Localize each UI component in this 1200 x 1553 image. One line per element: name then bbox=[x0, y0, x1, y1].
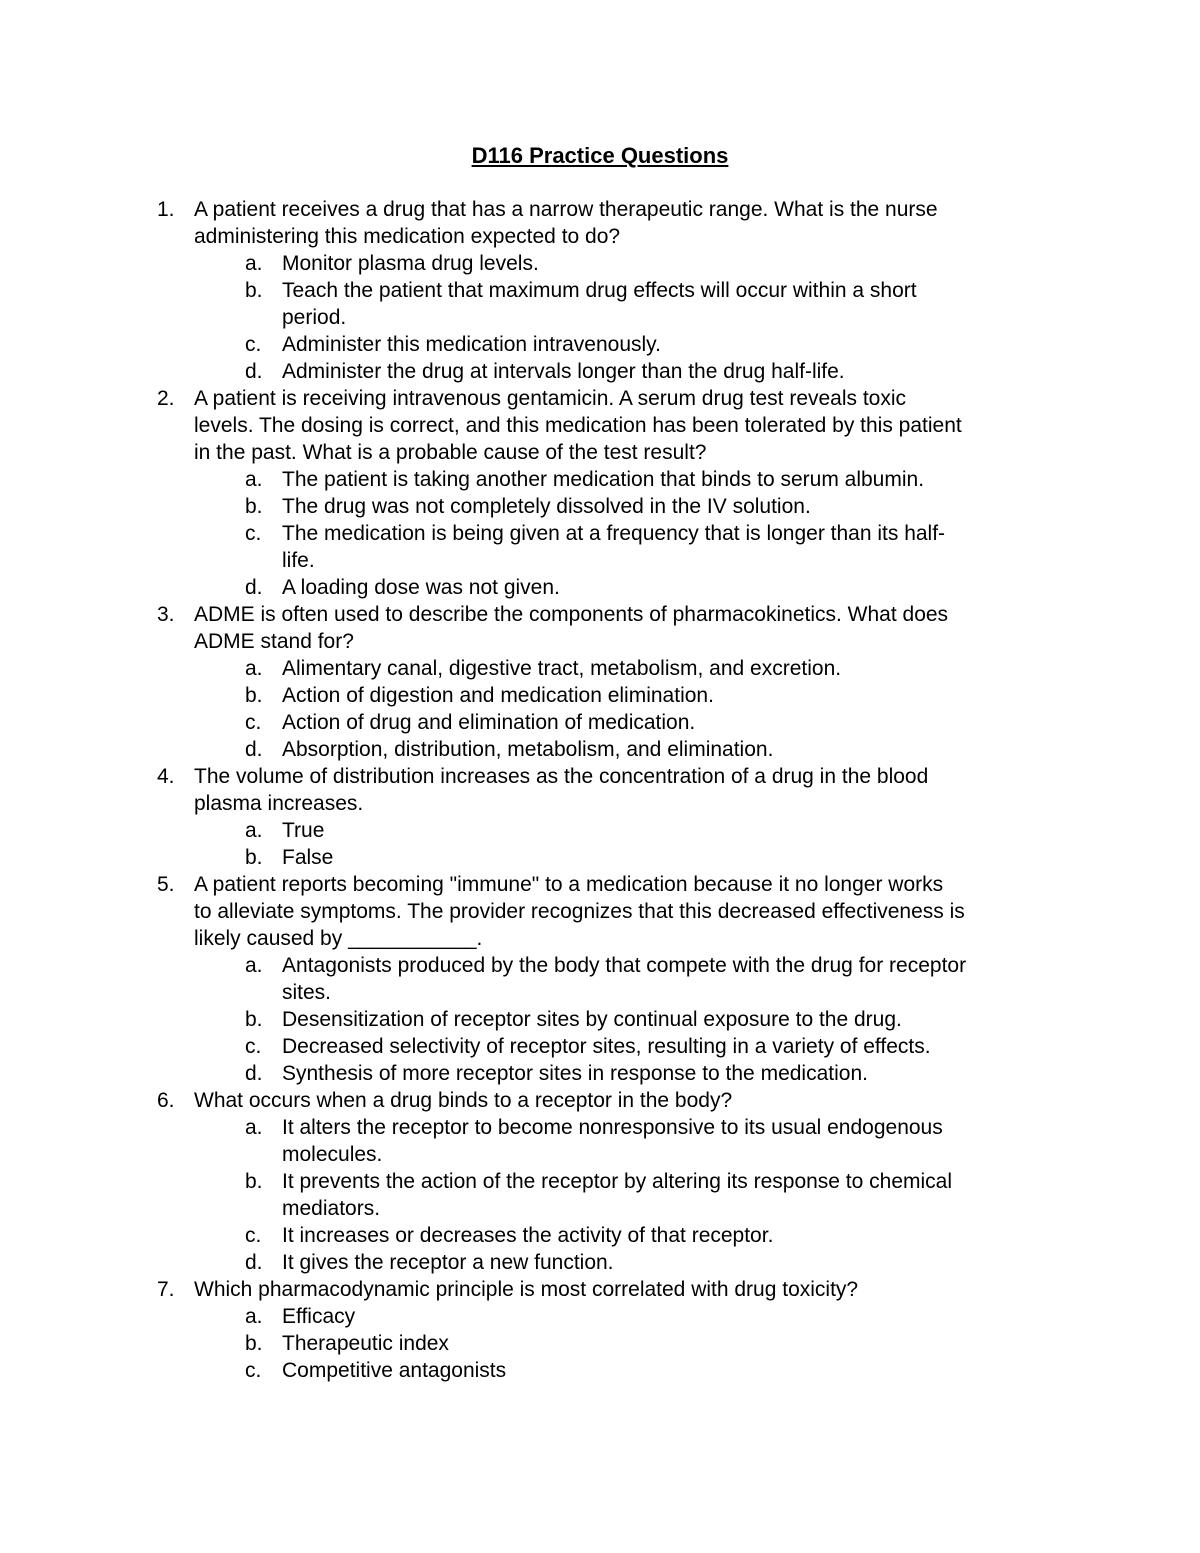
answer-option bbox=[0, 655, 1200, 682]
option-letter: d. bbox=[245, 576, 263, 599]
option-text-line: True bbox=[282, 819, 325, 842]
option-text-line: Administer this medication intravenously. bbox=[282, 333, 661, 356]
question-text-line: A patient reports becoming "immune" to a medication because it no longer works bbox=[194, 873, 944, 896]
option-text bbox=[282, 1357, 1062, 1384]
option-letter: a. bbox=[245, 1305, 263, 1328]
option-text-line: Monitor plasma drug levels. bbox=[282, 252, 539, 275]
question-text-line: plasma increases. bbox=[194, 792, 364, 815]
option-letter: b. bbox=[245, 495, 263, 518]
question-text bbox=[194, 871, 1062, 952]
option-text bbox=[282, 277, 1062, 331]
option-letter: a. bbox=[245, 252, 263, 275]
option-text-line: It increases or decreases the activity of that receptor. bbox=[282, 1224, 774, 1247]
question-number: 4. bbox=[157, 765, 175, 788]
option-text-line: Decreased selectivity of receptor sites, resulting in a variety of effects. bbox=[282, 1035, 931, 1058]
answer-option bbox=[0, 1330, 1200, 1357]
option-text bbox=[282, 655, 1062, 682]
option-text bbox=[282, 250, 1062, 277]
option-text-line: Synthesis of more receptor sites in response to the medication. bbox=[282, 1062, 868, 1085]
question-text-line: in the past. What is a probable cause of the test result? bbox=[194, 441, 707, 464]
answer-option bbox=[0, 277, 1200, 331]
option-text bbox=[282, 1168, 1062, 1222]
option-text-line: Teach the patient that maximum drug effects will occur within a short bbox=[282, 279, 917, 302]
answer-option bbox=[0, 682, 1200, 709]
question-list bbox=[0, 196, 1200, 1384]
question-item bbox=[0, 871, 1200, 952]
answer-option bbox=[0, 250, 1200, 277]
answer-option bbox=[0, 493, 1200, 520]
answer-option bbox=[0, 952, 1200, 1006]
question-number: 3. bbox=[157, 603, 175, 626]
question-item bbox=[0, 196, 1200, 250]
option-text bbox=[282, 1114, 1062, 1168]
option-letter: b. bbox=[245, 684, 263, 707]
answer-option bbox=[0, 1006, 1200, 1033]
option-text-line: Absorption, distribution, metabolism, and elimination. bbox=[282, 738, 774, 761]
question-number: 2. bbox=[157, 387, 175, 410]
option-letter: c. bbox=[245, 522, 262, 545]
answer-option bbox=[0, 736, 1200, 763]
answer-option bbox=[0, 1033, 1200, 1060]
answer-option bbox=[0, 709, 1200, 736]
question-text-line: What occurs when a drug binds to a receptor in the body? bbox=[194, 1089, 733, 1112]
question-text bbox=[194, 763, 1062, 817]
option-text-line: The drug was not completely dissolved in the IV solution. bbox=[282, 495, 811, 518]
option-text bbox=[282, 1222, 1062, 1249]
question-number: 7. bbox=[157, 1278, 175, 1301]
option-text-line: Administer the drug at intervals longer than the drug half-life. bbox=[282, 360, 845, 383]
option-text-line: period. bbox=[282, 306, 347, 329]
answer-option bbox=[0, 331, 1200, 358]
question-text-line: administering this medication expected to do? bbox=[194, 225, 621, 248]
option-text-line: Therapeutic index bbox=[282, 1332, 449, 1355]
page-title: D116 Practice Questions bbox=[471, 143, 729, 168]
question-text-line: A patient is receiving intravenous gentamicin. A serum drug test reveals toxic bbox=[194, 387, 907, 410]
answer-option bbox=[0, 1357, 1200, 1384]
option-letter: c. bbox=[245, 711, 262, 734]
option-text-line: Action of drug and elimination of medication. bbox=[282, 711, 696, 734]
option-letter: a. bbox=[245, 819, 263, 842]
option-letter: a. bbox=[245, 954, 263, 977]
option-text-line: The patient is taking another medication that binds to serum albumin. bbox=[282, 468, 925, 491]
option-text-line: It gives the receptor a new function. bbox=[282, 1251, 614, 1274]
question-text bbox=[194, 385, 1062, 466]
option-text bbox=[282, 1249, 1062, 1276]
option-text bbox=[282, 574, 1062, 601]
option-letter: b. bbox=[245, 1008, 263, 1031]
option-text-line: mediators. bbox=[282, 1197, 381, 1220]
answer-option bbox=[0, 520, 1200, 574]
question-text-line: ADME is often used to describe the components of pharmacokinetics. What does bbox=[194, 603, 949, 626]
answer-option bbox=[0, 1303, 1200, 1330]
option-letter: b. bbox=[245, 279, 263, 302]
question-text-line: to alleviate symptoms. The provider recognizes that this decreased effectiveness is bbox=[194, 900, 965, 923]
answer-option bbox=[0, 1114, 1200, 1168]
question-text bbox=[194, 196, 1062, 250]
option-letter: d. bbox=[245, 360, 263, 383]
question-number: 5. bbox=[157, 873, 175, 896]
option-text-line: life. bbox=[282, 549, 315, 572]
answer-option bbox=[0, 466, 1200, 493]
option-text-line: The medication is being given at a frequency that is longer than its half- bbox=[282, 522, 946, 545]
question-item bbox=[0, 601, 1200, 655]
answer-option bbox=[0, 358, 1200, 385]
option-text-line: Efficacy bbox=[282, 1305, 356, 1328]
option-text bbox=[282, 736, 1062, 763]
option-text bbox=[282, 1330, 1062, 1357]
option-text-line: Competitive antagonists bbox=[282, 1359, 507, 1382]
option-text-line: molecules. bbox=[282, 1143, 383, 1166]
answer-option bbox=[0, 1249, 1200, 1276]
option-letter: a. bbox=[245, 468, 263, 491]
option-text bbox=[282, 682, 1062, 709]
option-text bbox=[282, 1060, 1062, 1087]
option-letter: c. bbox=[245, 1035, 262, 1058]
option-letter: c. bbox=[245, 333, 262, 356]
question-text bbox=[194, 601, 1062, 655]
question-text-line: ADME stand for? bbox=[194, 630, 354, 653]
option-letter: d. bbox=[245, 1251, 263, 1274]
question-number: 1. bbox=[157, 198, 175, 221]
question-text-line: likely caused by ___________. bbox=[194, 927, 483, 950]
question-text-line: A patient receives a drug that has a narrow therapeutic range. What is the nurse bbox=[194, 198, 938, 221]
option-letter: b. bbox=[245, 1170, 263, 1193]
option-text bbox=[282, 817, 1062, 844]
question-text-line: Which pharmacodynamic principle is most correlated with drug toxicity? bbox=[194, 1278, 859, 1301]
option-text-line: sites. bbox=[282, 981, 332, 1004]
option-text-line: False bbox=[282, 846, 334, 869]
answer-option bbox=[0, 817, 1200, 844]
option-text bbox=[282, 520, 1062, 574]
option-text bbox=[282, 1033, 1062, 1060]
option-text-line: A loading dose was not given. bbox=[282, 576, 560, 599]
option-text-line: It alters the receptor to become nonresponsive to its usual endogenous bbox=[282, 1116, 943, 1139]
option-text-line: Action of digestion and medication elimination. bbox=[282, 684, 714, 707]
option-letter: a. bbox=[245, 1116, 263, 1139]
option-letter: a. bbox=[245, 657, 263, 680]
option-text bbox=[282, 466, 1062, 493]
option-letter: d. bbox=[245, 1062, 263, 1085]
answer-option bbox=[0, 1060, 1200, 1087]
question-number: 6. bbox=[157, 1089, 175, 1112]
option-letter: c. bbox=[245, 1224, 262, 1247]
question-text-line: levels. The dosing is correct, and this medication has been tolerated by this patient bbox=[194, 414, 962, 437]
question-text bbox=[194, 1276, 1062, 1303]
answer-option bbox=[0, 1168, 1200, 1222]
option-text-line: It prevents the action of the receptor by altering its response to chemical bbox=[282, 1170, 953, 1193]
option-text-line: Antagonists produced by the body that compete with the drug for receptor bbox=[282, 954, 967, 977]
option-letter: c. bbox=[245, 1359, 262, 1382]
question-item bbox=[0, 385, 1200, 466]
option-text bbox=[282, 844, 1062, 871]
option-text bbox=[282, 709, 1062, 736]
option-text bbox=[282, 331, 1062, 358]
question-text-line: The volume of distribution increases as the concentration of a drug in the blood bbox=[194, 765, 929, 788]
option-letter: b. bbox=[245, 1332, 263, 1355]
option-text-line: Desensitization of receptor sites by continual exposure to the drug. bbox=[282, 1008, 902, 1031]
question-text bbox=[194, 1087, 1062, 1114]
option-letter: d. bbox=[245, 738, 263, 761]
option-text-line: Alimentary canal, digestive tract, metabolism, and excretion. bbox=[282, 657, 842, 680]
option-letter: b. bbox=[245, 846, 263, 869]
answer-option bbox=[0, 1222, 1200, 1249]
answer-option bbox=[0, 574, 1200, 601]
option-text bbox=[282, 358, 1062, 385]
option-text bbox=[282, 493, 1062, 520]
option-text bbox=[282, 952, 1062, 1006]
option-text bbox=[282, 1303, 1062, 1330]
question-item bbox=[0, 1087, 1200, 1114]
answer-option bbox=[0, 844, 1200, 871]
question-item bbox=[0, 763, 1200, 817]
option-text bbox=[282, 1006, 1062, 1033]
question-item bbox=[0, 1276, 1200, 1303]
